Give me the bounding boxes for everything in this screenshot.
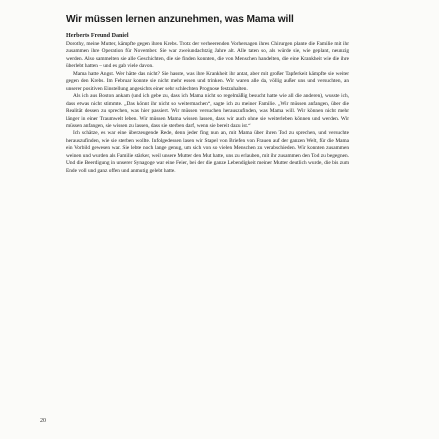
- page-title: Wir müssen lernen anzunehmen, was Mama will: [66, 14, 294, 25]
- body-text: [66, 41, 349, 175]
- paragraph: Dorothy, meine Mutter, kämpfte gegen ihren Krebs. Trotz der verheerenden Vorhersagen ihres Chirurgen plante die Familie mit ihr zusammen ihre Operation für November. Sie war zweiundachtzig Jahre alt. Alle taten so, als würde sie, wie geplant, neunzig werden. Also sammelten sie alle Geschichten, die sie finden konnten, die von Menschen handelten, die eine Krankheit wie die ihre überlebt hatten – und es gab viele davon.: [66, 41, 349, 70]
- paragraph: Mama hatte Angst. Wer hätte das nicht? Sie hasste, was ihre Krankheit ihr antat, aber mit großer Tapferkeit kämpfte sie weiter gegen den Krebs. Im Februar konnte sie nicht mehr essen und trinken. Wir waren alle da, völlig außer uns und versuchten, an unserer positiven Einstellung angesichts einer sehr schlechten Prognose festzuhalten.: [66, 70, 349, 92]
- author-line: Herberts Freund Daniel: [66, 33, 129, 39]
- page-number: 20: [40, 418, 46, 424]
- paragraph: Als ich aus Boston ankam (und ich gebe zu, dass ich Mama nicht so regelmäßig besucht hatte wie all die anderen), wusste ich, dass etwas nicht stimmte. „Das könnt ihr nicht so weitermachen“, sagte ich zu meiner Familie. „Wir müssen anfangen, über die Realität dessen zu sprechen, was hier passiert. Wir müssen versuchen herauszufinden, was Mama will. Wir können nicht mehr länger in einer Traumwelt leben. Wir müssen Mama wissen lassen, dass wir auch ohne sie weiterleben können und werden. Wir müssen anfangen, sie wissen zu lassen, dass sie sterben darf, wenn sie bereit dazu ist.“: [66, 93, 349, 129]
- paragraph: Ich schätze, es war eine überzeugende Rede, denn jeder fing nun an, mit Mama über ihren Tod zu sprechen, und versuchte herauszufinden, wie sie sterben wollte. Infolgedessen lasen wir Stapel von Briefen von Frauen auf der ganzen Welt, für die Mama ein Vorbild gewesen war. Sie lebte noch lange genug, um sich von so vielen Menschen zu verabschieden. Wir konnten zusammen weinen und wurden als Familie stärker, weil unsere Mutter den Mut hatte, uns zu erlauben, mit ihr zusammen den Tod zu begegnen. Und die Beerdigung in unserer Synagoge war eine Feier, bei der die ganze Lebendigkeit meiner Mutter deutlich wurde, die bis zum Ende voll und ganz offen und anmutig gelebt hatte.: [66, 130, 349, 174]
